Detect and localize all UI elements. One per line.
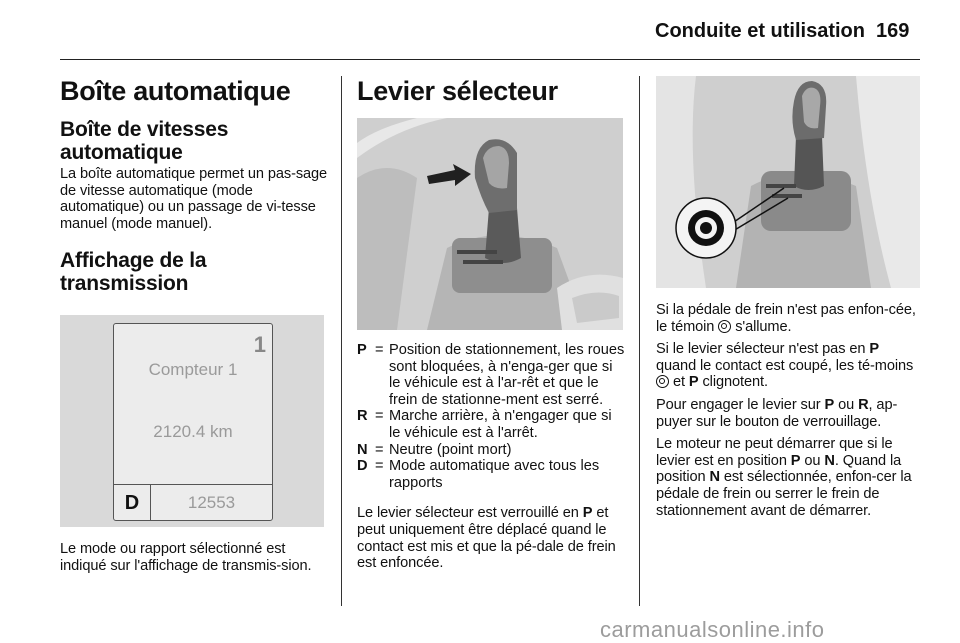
gear-key: P <box>357 342 367 358</box>
selector-lever-figure <box>357 118 623 330</box>
definition-row: R = Marche arrière, à n'engager que si le véhicule est à l'arrêt. <box>357 408 625 441</box>
selector-lever-illustration <box>357 118 623 330</box>
header-rule <box>60 59 920 60</box>
column-2 <box>357 76 625 572</box>
transmission-display-figure <box>60 315 324 527</box>
gear-indicator: D <box>114 485 151 521</box>
gear-description: Marche arrière, à n'engager que si le véhicule est à l'arrêt. <box>389 408 612 441</box>
paragraph: Le mode ou rapport sélectionné est indiqué sur l'affichage de transmis-sion. <box>60 541 312 574</box>
definition-row: P = Position de stationnement, les roues sont bloquées, à n'enga-ger que si le véhicule est à l'ar-rêt et que le frein de stationne-ment est serré. <box>357 342 625 408</box>
paragraph: Le moteur ne peut démarrer que si le levier est en position P ou N. Quand la position N est sélectionnée, enfon-cer la pédale de frein ou serrer le frein de stationnement avant de démarrer. <box>656 436 912 519</box>
brake-warning-icon <box>656 375 669 388</box>
gear-description: Position de stationnement, les roues sont bloquées, à n'enga-ger que si le véhicule est à l'ar-rêt et que le frein de stationne-ment est serré. <box>389 342 625 408</box>
watermark: carmanualsonline.info <box>600 617 825 642</box>
paragraph: La boîte automatique permet un pas-sage de vitesse automatique (mode automatique) ou un passage de vi-tesse manuel (mode manuel). <box>60 166 328 232</box>
page-number: 169 <box>876 20 910 42</box>
column-divider <box>639 76 640 606</box>
instrument-display <box>113 323 273 521</box>
page-header <box>0 0 960 62</box>
trip-distance: 2120.4 km <box>153 422 233 442</box>
paragraph: Si la pédale de frein n'est pas enfon-cée, le témoin s'allume. <box>656 302 916 335</box>
paragraph: Le levier sélecteur est verrouillé en P et peut uniquement être déplacé quand le contact est mis et que la pé-dale de frein est enfoncée. <box>357 505 616 572</box>
lock-indicator-illustration <box>656 76 920 288</box>
gear-key: R <box>357 408 368 425</box>
trip-label: Compteur 1 <box>148 360 238 380</box>
gear-description: Neutre (point mort) <box>389 441 512 458</box>
gear-key: N <box>357 441 368 458</box>
definition-row: N = Neutre (point mort) <box>357 442 625 459</box>
column-divider <box>341 76 342 606</box>
column-3 <box>656 76 922 519</box>
paragraph: Si le levier sélecteur n'est pas en P quand le contact est coupé, les té-moins et P clignotent. <box>656 341 914 391</box>
subsection-title: Boîte de vitesses automatique <box>60 118 229 164</box>
column-1 <box>60 76 328 575</box>
brake-warning-icon <box>718 320 731 333</box>
trip-indicator: 1 <box>253 332 266 358</box>
paragraph: Pour engager le levier sur P ou R, ap-puyer sur le bouton de verrouillage. <box>656 396 898 430</box>
section-title: Boîte automatique <box>60 76 291 106</box>
section-title: Levier sélecteur <box>357 76 558 106</box>
definition-row: D = Mode automatique avec tous les rapports <box>357 458 625 491</box>
lock-indicator-figure <box>656 76 920 288</box>
gear-key: D <box>357 458 368 475</box>
gear-description: Mode automatique avec tous les rapports <box>389 458 600 491</box>
odometer: 12553 <box>187 493 236 513</box>
subsection-title: Affichage de la transmission <box>60 249 207 296</box>
gear-definition-list <box>357 342 625 491</box>
running-title: Conduite et utilisation <box>655 20 865 42</box>
